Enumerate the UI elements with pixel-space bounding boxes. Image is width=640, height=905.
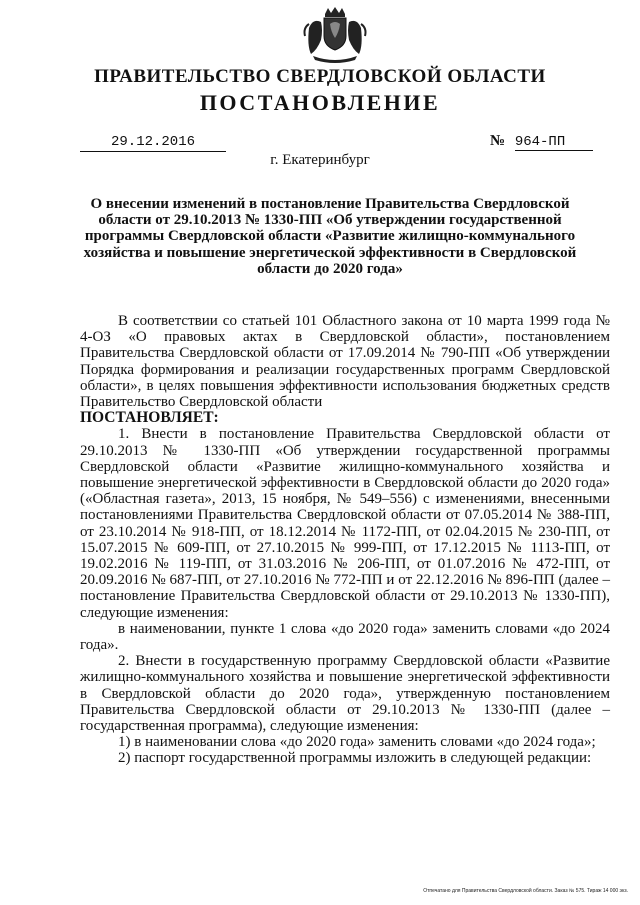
number-label: № [490, 133, 506, 149]
print-footer: Отпечатано для Правительства Свердловской области. Заказ № 575. Тираж 14 000 экз. [423, 888, 628, 894]
document-number: 964-ПП [515, 134, 593, 151]
intro-paragraph: В соответствии со статьей 101 Областного закона от 10 марта 1999 года № 4-ОЗ «О правовых актах в Свердловской области», постановлением Правительства Свердловской области от 17.09.2014 № 790-ПП «Об утверждении Порядка формирования и реализации государственных программ Свердловской области», в целях повышения эффективности использования бюджетных средств Правительство Свердловской области [80, 313, 610, 411]
organization-name: ПРАВИТЕЛЬСТВО СВЕРДЛОВСКОЙ ОБЛАСТИ [94, 66, 546, 87]
document-number-block [490, 133, 593, 151]
city: г. Екатеринбург [270, 152, 370, 168]
document-body [80, 313, 610, 767]
document-date: 29.12.2016 [80, 134, 226, 152]
document-type: ПОСТАНОВЛЕНИЕ [199, 90, 441, 115]
resolves-heading: ПОСТАНОВЛЯЕТ: [80, 409, 219, 427]
item-2-paragraph: 2. Внести в государственную программу Свердловской области «Развитие жилищно-коммунального хозяйства и повышение энергетической эффективности в Свердловской области до 2020 года», утвержденную постановлением Правительства Свердловской области от 29.10.2013 № 1330-ПП (далее – государственная программа), следующие изменения: [80, 653, 610, 735]
item-1-change-paragraph: в наименовании, пункте 1 слова «до 2020 года» заменить словами «до 2024 года». [80, 620, 610, 654]
item-2-1-paragraph: 1) в наименовании слова «до 2020 года» заменить словами «до 2024 года»; [118, 734, 596, 751]
item-1-paragraph: 1. Внести в постановление Правительства Свердловской области от 29.10.2013 № 1330-ПП «Об утверждении государственной программы Свердловской области «Развитие жилищно-коммунального хозяйства и повышение энергетической эффективности в Свердловской области до 2020 года» («Областная газета», 2013, 15 ноября, № 549–556) с изменениями, внесенными постановлениями Правительства Свердловской области от 07.05.2014 № 388-ПП, от 23.10.2014 № 918-ПП, от 18.12.2014 № 1172-ПП, от 02.04.2015 № 230-ПП, от 15.07.2015 № 609-ПП, от 27.10.2015 № 999-ПП, от 17.12.2015 № 1113-ПП, от 19.02.2016 № 119-ПП, от 31.03.2016 № 206-ПП, от 01.07.2016 № 472-ПП, от 20.09.2016 № 687-ПП, от 27.10.2016 № 772-ПП и от 22.12.2016 № 896-ПП (далее – постановление Правительства Свердловской области от 29.10.2013 № 1330-ПП), следующие изменения: [80, 426, 610, 621]
document-title: О внесении изменений в постановление Правительства Свердловской области от 29.10.2013 № 1330-ПП «Об утверждении государственной программы Свердловской области «Развитие жилищно-коммунального хозяйства и повышение энергетической эффективности в Свердловской области до 2020 года» [83, 196, 577, 277]
coat-of-arms-icon [295, 6, 375, 66]
item-2-2-paragraph: 2) паспорт государственной программы изложить в следующей редакции: [118, 750, 592, 767]
